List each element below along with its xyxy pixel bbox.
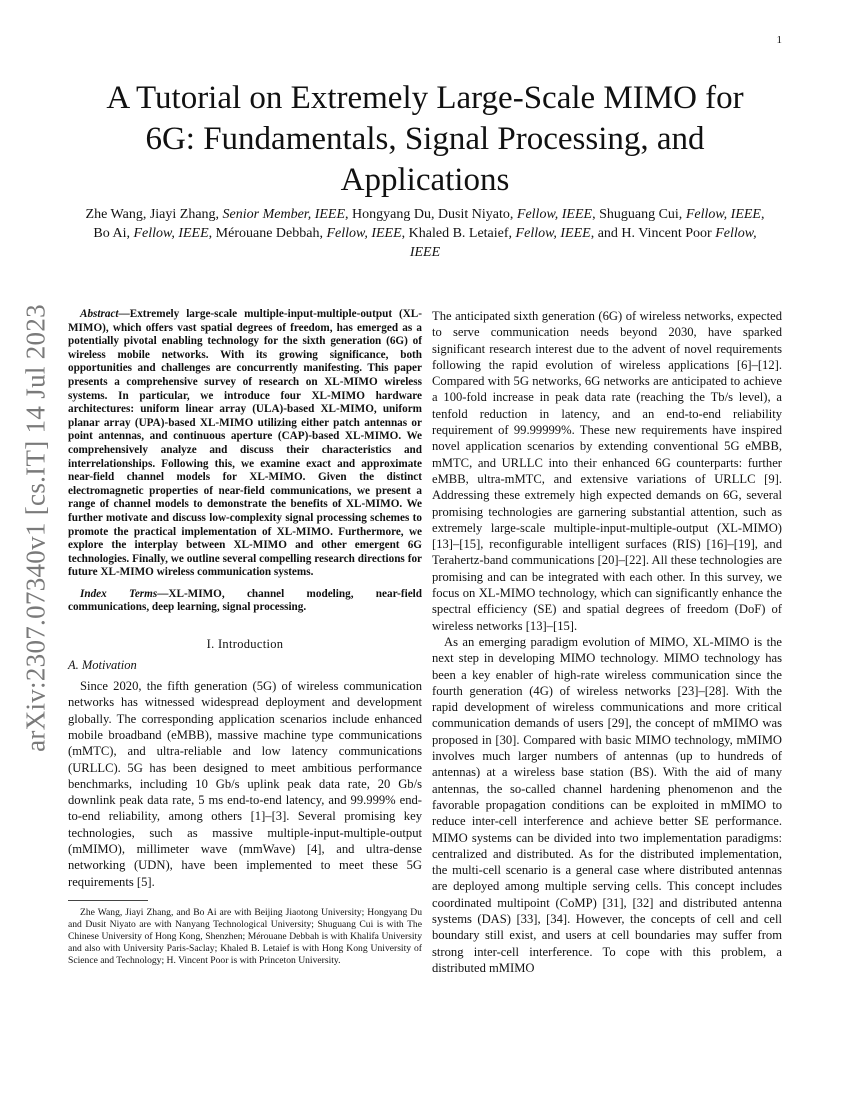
author-affiliation: Fellow, IEEE (133, 226, 209, 241)
author-affiliation: Fellow, IEEE (515, 226, 591, 241)
body-paragraph: The anticipated sixth generation (6G) of wireless networks, expected to serve communication needs beyond 2030, have sparked significant research interest due to the advent of novel requirements following the rapid evolution of wireless applications [6]–[12]. Compared with 5G networks, 6G networks are anticipated to achieve a 100-fold increase in peak data rate (reaching the Tb/s level), a tenfold reduction in latency, and an end-to-end reliability requirement of 99.99999%. These new requirements have inspired novel application scenarios by extending conventional 5G eMBB, mMTC, and URLLC into their enhanced 6G counterparts: further eMBB, ultra-mMTC, and extensive variations of URLLC [9]. Addressing these extremely high expected demands on 6G, several promising technologies are garnering substantial attention, such as extremely large-scale multiple-input-multiple-output (XL-MIMO) [13]–[15], reconfigurable intelligent surfaces (RIS) [16]–[19], and Terahertz-band communications [20]–[22]. All these technologies are promising and can be integrated with each other. In this survey, we focus on XL-MIMO technology, which can significantly enhance the spectral efficiency (SE) and spatial degrees of freedom (DoF) of wireless networks [13]–[15]. (432, 309, 782, 633)
subsection-heading: A. Motivation (68, 658, 137, 673)
right-column (432, 308, 782, 976)
index-terms-text: —XL-MIMO, channel modeling, near-field communications, deep learning, signal processing. (68, 587, 422, 614)
index-terms-label: Index Terms (80, 587, 158, 600)
author-names: Zhe Wang, Jiayi Zhang, (85, 207, 223, 222)
author-affiliation: Fellow, IEEE (409, 226, 757, 260)
author-names: , and H. Vincent Poor (590, 226, 716, 241)
author-list (80, 205, 770, 262)
author-names: , Mérouane Debbah, (208, 226, 327, 241)
abstract-label: Abstract (80, 308, 119, 320)
arxiv-id: arXiv:2307.07340v1 [cs.IT] 14 Jul 2023 (20, 304, 51, 752)
footnote: Zhe Wang, Jiayi Zhang, and Bo Ai are with Beijing Jiaotong University; Hongyang Du and Dusit Niyato are with Nanyang Technological University; Shuguang Cui is with The Chinese University of Hong Kong, Shenzhen; Mérouane Debbah is with Khalifa University and also with University Paris-Saclay; Khaled B. Letaief is with Hong Kong University of Science and Technology; H. Vincent Poor is with Princeton University. (68, 906, 422, 966)
arxiv-stamp (16, 304, 56, 752)
index-terms (68, 588, 422, 615)
body-paragraph: As an emerging paradigm evolution of MIMO, XL-MIMO is the next step in developing MIMO technology. MIMO technology has been a key enabler of high-rate wireless communication since the fourth generation (4G) of wireless networks [23]–[28]. With the rapid development of wireless communications and more critical communication demands of users [29], the concept of mMIMO was proposed in [30]. Compared with basic MIMO technology, mMIMO involves much larger numbers of antennas (up to hundreds of antennas) at a wireless base station (BS). With the aid of many antennas, the so-called channel hardening phenomenon and the favorable propagation conditions can be exploited in mMIMO to reduce inter-cell interference and achieve better SE performance. MIMO systems can be divided into two implementation paradigms: centralized and distributed. As for the distributed implementation, the multi-cell scenario is a general case where distributed antennas are deployed among multiple serving cells. This concept includes coordinated multipoint (CoMP) [31], [32] and distributed antenna systems (DAS) [33], [34]. However, the concepts of cell and cell boundary still exist, and users at cell boundaries may suffer from strong inter-cell interference. To cope with this problem, a distributed mMIMO (432, 634, 782, 975)
author-affiliation: Fellow, IEEE (685, 207, 761, 222)
paper-title: A Tutorial on Extremely Large-Scale MIMO for 6G: Fundamentals, Signal Processing, and Applications (106, 80, 744, 198)
page-number: 1 (776, 34, 782, 46)
author-names: , Shuguang Cui, (592, 207, 686, 222)
left-column (68, 308, 422, 967)
abstract-text: —Extremely large-scale multiple-input-multiple-output (XL-MIMO), which offers vast spatial degrees of freedom, has emerged as a potentially pivotal enabling technology for the sixth generation (6G) of wireless mobile networks. With its growing significance, both opportunities and challenges are concurrently manifesting. This paper presents a comprehensive survey of research on XL-MIMO wireless systems. In particular, we introduce four XL-MIMO hardware architectures: uniform linear array (ULA)-based XL-MIMO, uniform planar array (UPA)-based XL-MIMO utilizing either patch antennas or point antennas, and continuous aperture (CAP)-based XL-MIMO. We comprehensively analyze and discuss their characteristics and interrelationships. Following this, we examine exact and approximate near-field channel models for XL-MIMO. Given the distinct electromagnetic properties of near-field communications, we present a range of channel models to demonstrate the benefits of XL-MIMO. We further motivate and discuss low-complexity signal processing schemes to promote the practical implementation of XL-MIMO. Furthermore, we explore the interplay between XL-MIMO and other emergent 6G technologies. Finally, we outline several compelling research directions for future XL-MIMO wireless communication systems. (68, 308, 422, 579)
footnote-rule (68, 900, 148, 901)
author-affiliation: Fellow, IEEE (326, 226, 402, 241)
author-names: , Hongyang Du, Dusit Niyato, (345, 207, 517, 222)
author-names: , Bo Ai, (93, 207, 765, 241)
abstract (68, 308, 422, 580)
author-names: , Khaled B. Letaief, (401, 226, 516, 241)
author-affiliation: Fellow, IEEE (516, 207, 593, 222)
section-heading: I. Introduction (206, 637, 284, 652)
body-paragraph: Since 2020, the fifth generation (5G) of wireless communication networks has witnessed widespread deployment and development globally. The corresponding application scenarios include enhanced mobile broadband (eMBB), massive machine type communications (mMTC), and ultra-reliable and low latency communications (URLLC). 5G has been designed to meet ambitious performance benchmarks, including 10 Gb/s uplink peak data rate, 20 Gb/s downlink peak data rate, 5 ms end-to-end latency, and 99.999% end-to-end reliability, among others [1]–[3]. Several promising key technologies, such as massive multiple-input-multiple-output (mMIMO), millimeter wave (mmWave) [4], and ultra-dense networking (UDN), have been implemented to meet these 5G requirements [5]. (68, 679, 422, 889)
author-affiliation: Senior Member, IEEE (222, 207, 346, 222)
